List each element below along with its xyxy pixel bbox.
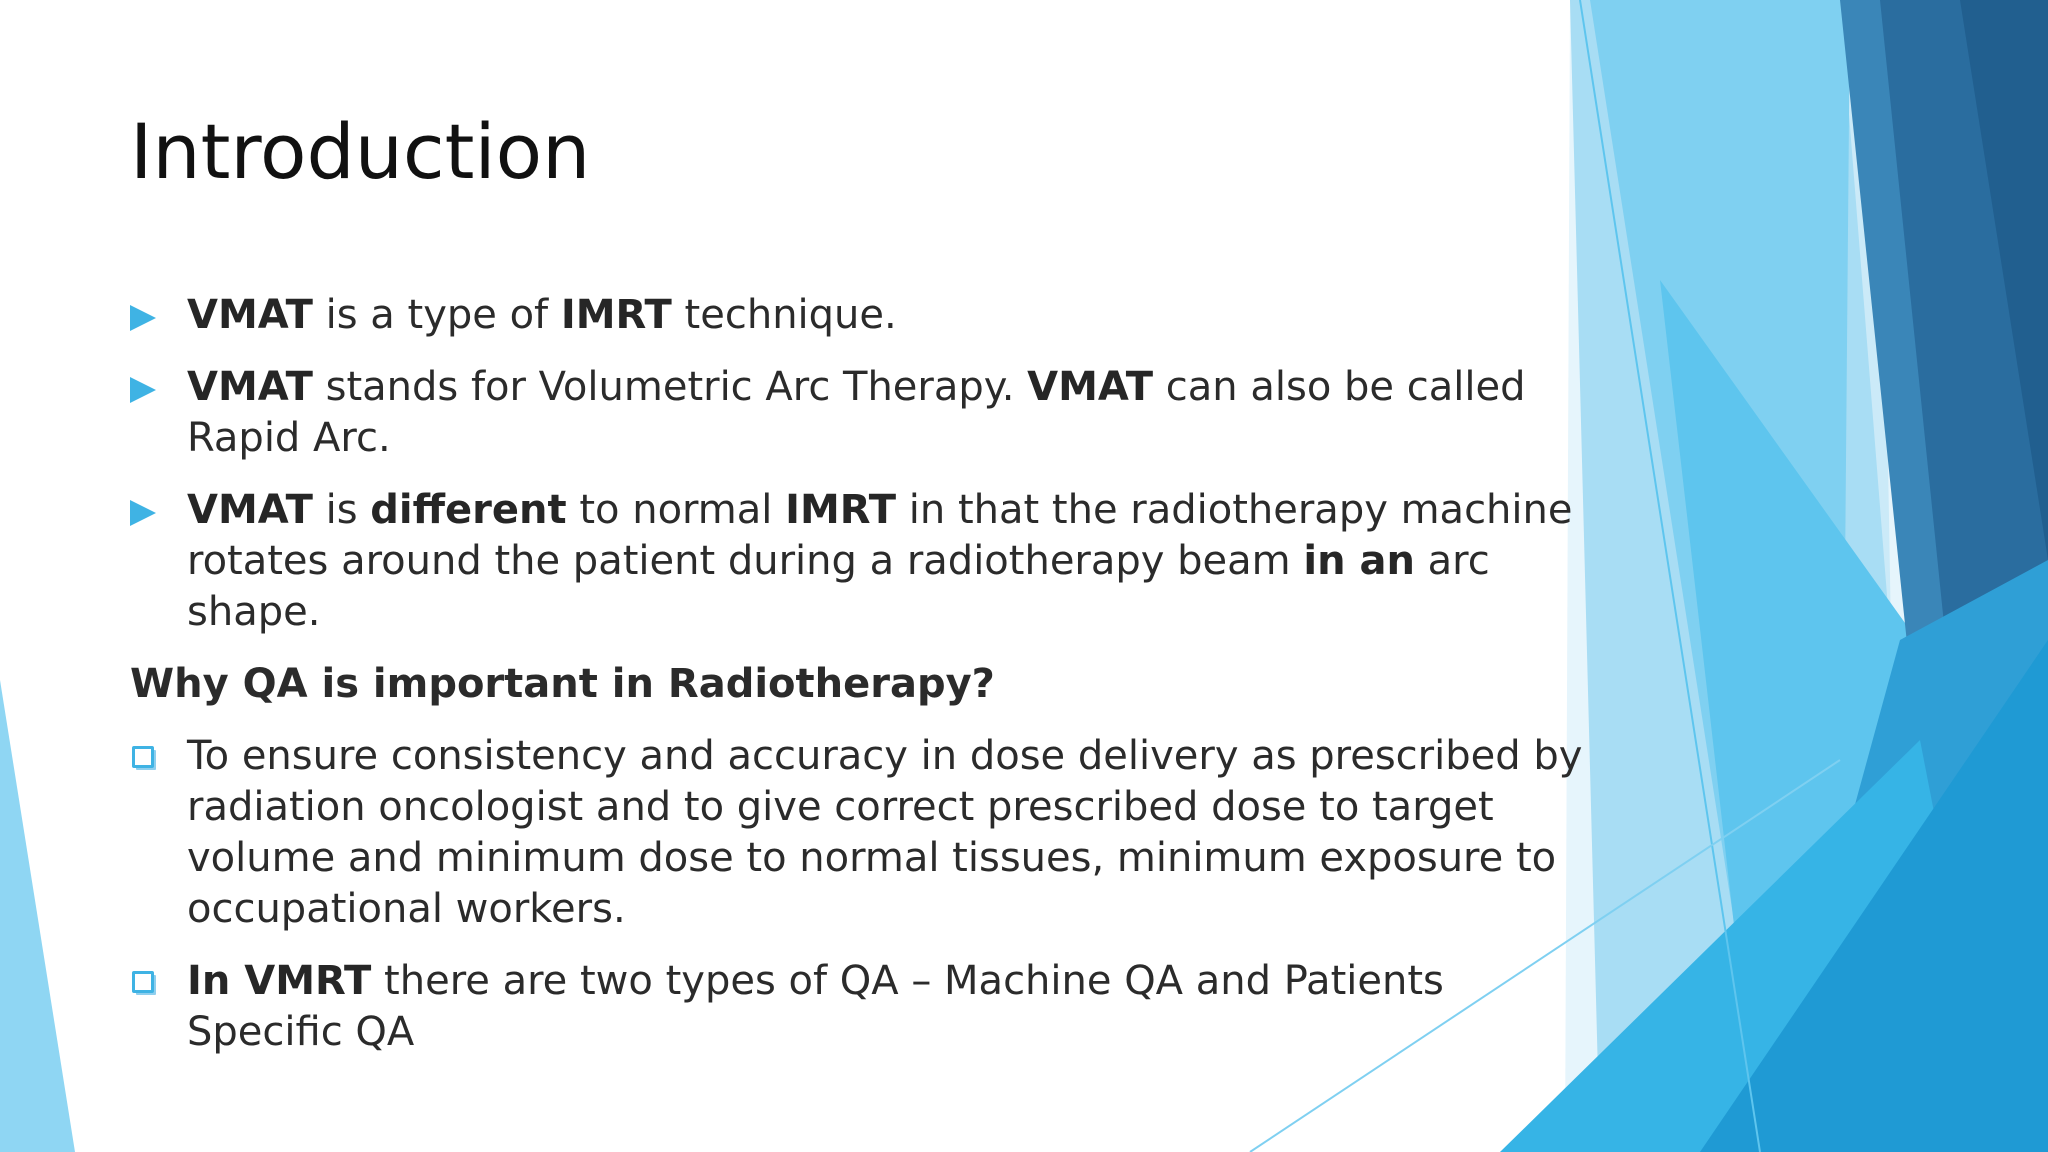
bullet-item: [130, 362, 1610, 464]
bullet-item: [130, 731, 1610, 935]
bullet-text: [187, 487, 1572, 635]
text-run: can also be called Rapid Arc.: [187, 364, 1526, 461]
bold-term: In VMRT: [187, 958, 372, 1004]
bold-term: VMAT: [187, 364, 313, 410]
bold-term: VMAT: [187, 292, 313, 338]
text-run: technique.: [671, 292, 897, 338]
text-run: stands for Volumetric Arc Therapy.: [312, 364, 1028, 410]
checkbox-bullet-icon: [132, 971, 154, 993]
text-run: in that the radiotherapy machine rotates around the patient during a radiotherapy beam: [187, 487, 1573, 584]
bold-term: VMAT: [187, 487, 313, 533]
triangle-bullet-icon: [130, 500, 156, 526]
left-accent-shape: [0, 680, 75, 1152]
bullet-text: [187, 958, 1444, 1055]
triangle-bullet-icon: [130, 305, 156, 331]
text-run: there are two types of QA – Machine QA and Patients Specific QA: [187, 958, 1444, 1055]
bold-term: IMRT: [560, 292, 672, 338]
section-heading: Why QA is important in Radiotherapy?: [130, 661, 995, 707]
bullet-text: [187, 364, 1525, 461]
bold-term: IMRT: [785, 487, 897, 533]
text-run: is: [312, 487, 371, 533]
bullet-item: [130, 290, 1610, 341]
slide-title: Introduction: [130, 107, 591, 196]
bold-term: in an: [1303, 538, 1415, 584]
bold-term: different: [370, 487, 567, 533]
bullet-text: [187, 292, 897, 338]
bullet-text: To ensure consistency and accuracy in dose delivery as prescribed by radiation oncologist and to give correct prescribed dose to target volume and minimum dose to normal tissues, minimum exposure to occupational workers.: [187, 733, 1583, 932]
checkbox-bullet-icon: [132, 746, 154, 768]
slide-content: [130, 290, 1610, 1079]
text-run: arc shape.: [187, 538, 1490, 635]
triangle-bullet-icon: [130, 377, 156, 403]
text-run: to normal: [566, 487, 786, 533]
bold-term: VMAT: [1027, 364, 1154, 410]
text-run: is a type of: [312, 292, 561, 338]
bullet-item: [130, 485, 1610, 638]
bullet-item: [130, 956, 1610, 1058]
